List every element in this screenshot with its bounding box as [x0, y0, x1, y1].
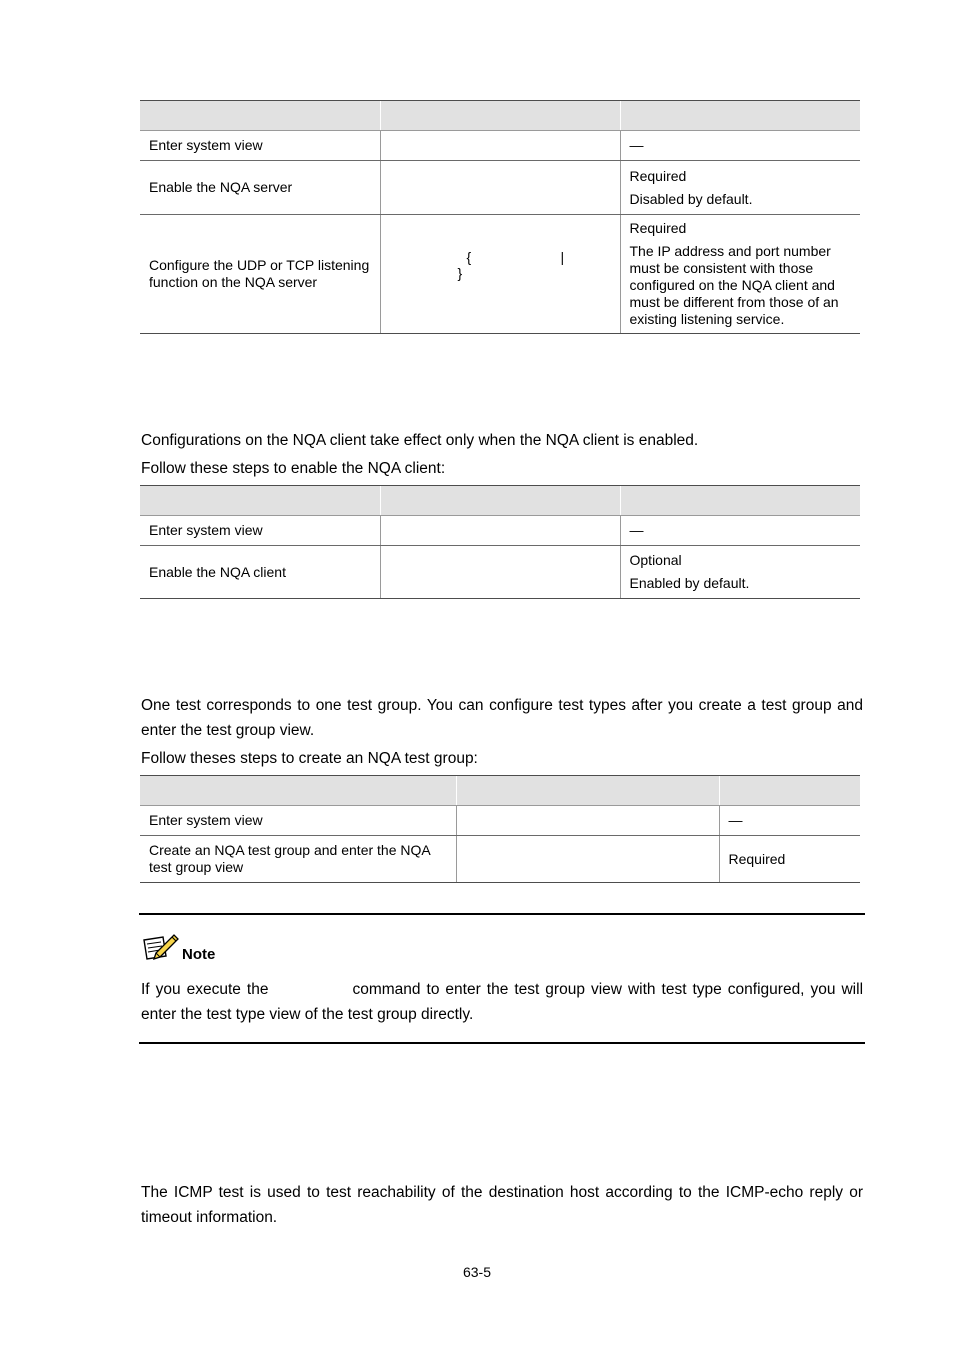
command-cell: [456, 806, 719, 836]
operation-cell: Enable the NQA client: [140, 546, 380, 599]
nqa-client-intro: Configurations on the NQA client take effect only when the NQA client is enabled.: [141, 432, 699, 449]
operation-cell: Enter system view: [140, 516, 380, 546]
operation-cell: Enter system view: [140, 131, 380, 161]
remarks-cell: Required: [719, 836, 860, 883]
page-number: 63-5: [462, 1264, 492, 1280]
command-pipe: |: [560, 249, 565, 265]
command-cell: [380, 215, 620, 334]
remarks-cell: —: [620, 131, 860, 161]
table-row: [140, 161, 860, 215]
remarks-cell: Required The IP address and port number must be consistent with those configured on the NQA client and must be different from those of an existing listening service.: [620, 215, 860, 334]
table-row: [140, 131, 860, 161]
remarks-cell: —: [620, 516, 860, 546]
table-row: [140, 546, 860, 599]
remarks-cell: Required Disabled by default.: [620, 161, 860, 215]
command-cell: [380, 161, 620, 215]
command-brace-close: }: [457, 265, 463, 281]
table-header-row: [140, 776, 860, 806]
note-text: If you execute the command to enter the test group view with test type configured, you will enter the test type view of the test group directly.: [141, 981, 864, 1023]
nqa-server-steps-table: [140, 100, 860, 334]
table-row: [140, 516, 860, 546]
note-top-rule: [139, 913, 865, 915]
note-title: Note: [182, 946, 216, 963]
icmp-test-intro: The ICMP test is used to test reachability of the destination host according to the ICMP-echo reply or timeout information.: [141, 1184, 863, 1226]
command-brace-open: {: [466, 249, 472, 265]
command-cell: [380, 516, 620, 546]
test-group-intro: One test corresponds to one test group. You can configure test types after you create a test group and enter the test group view.: [141, 697, 863, 739]
test-group-steps-table: [140, 775, 860, 883]
command-cell: [380, 131, 620, 161]
operation-cell: Enable the NQA server: [140, 161, 380, 215]
operation-cell: Enter system view: [140, 806, 456, 836]
table-row: [140, 806, 860, 836]
nqa-client-lead: Follow these steps to enable the NQA client:: [141, 460, 446, 477]
command-cell: [380, 546, 620, 599]
remarks-cell: Optional Enabled by default.: [620, 546, 860, 599]
operation-cell: Configure the UDP or TCP listening function on the NQA server: [140, 215, 380, 334]
command-cell: [456, 836, 719, 883]
table-row: [140, 836, 860, 883]
table-header-row: [140, 486, 860, 516]
table-row: [140, 215, 860, 334]
remarks-cell: —: [719, 806, 860, 836]
table-header-row: [140, 101, 860, 131]
test-group-lead: Follow theses steps to create an NQA test group:: [141, 750, 478, 767]
note-pencil-icon: [141, 931, 181, 963]
note-bottom-rule: [139, 1042, 865, 1044]
operation-cell: Create an NQA test group and enter the NQA test group view: [140, 836, 456, 883]
nqa-client-steps-table: [140, 485, 860, 599]
